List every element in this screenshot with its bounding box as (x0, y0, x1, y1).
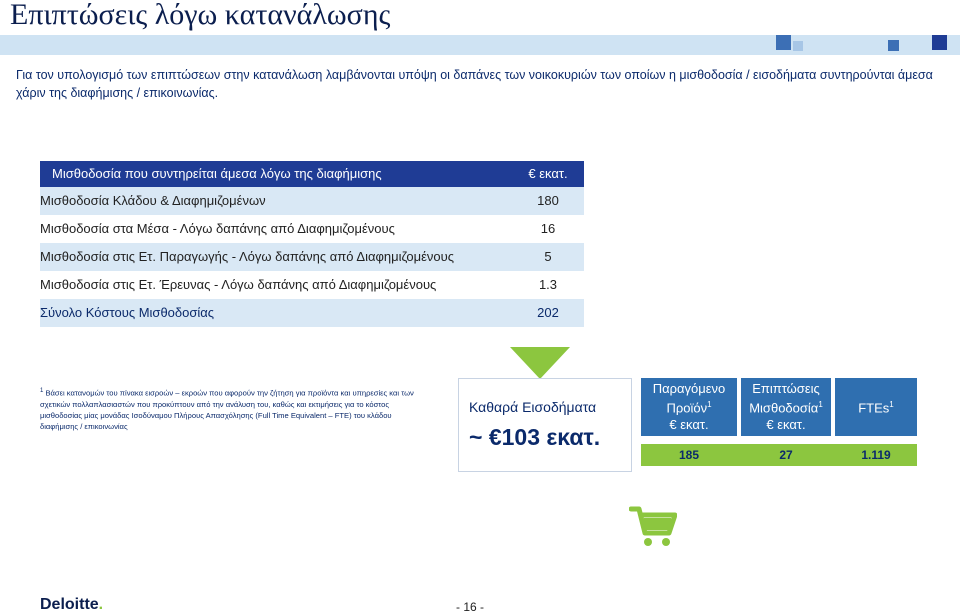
footnote-text: Βάσει κατανομών του πίνακα εισροών – εκροών που αφορούν την ζήτηση για προϊόντα και υπηρεσίες και των σχετικών πολλαπλασιαστών που προκύπτουν από την ανάλυση του, καθώς και εκτιμήσεις για το κόστος μισθοδοσίας μίας μονάδας Ισοδύναμου Πλήρους Απασχόλησης (Full Time Equivalent – FTE) του κλάδου διαφήμισης / επικοινωνίας (40, 388, 414, 431)
row-value: 5 (544, 249, 552, 264)
row-value: 16 (540, 221, 556, 236)
decor-square (888, 40, 899, 51)
table-header-unit: € εκατ. (528, 166, 568, 181)
kpi-header-line2: Μισθοδοσία (749, 400, 819, 416)
row-value: 1.3 (538, 277, 558, 292)
row-label: Μισθοδοσία στις Ετ. Έρευνας - Λόγω δαπάνης από Διαφημιζομένους (40, 277, 437, 292)
kpi-header-sup: 1 (889, 400, 894, 410)
kpi-header-line2: FTEs (858, 400, 890, 416)
kpi-value-output: 185 (678, 448, 700, 462)
net-income-label: Καθαρά Εισοδήματα (469, 399, 597, 415)
net-income-box (458, 378, 632, 472)
row-label: Μισθοδοσία Κλάδου & Διαφημιζομένων (40, 193, 266, 208)
table-row (40, 215, 584, 243)
row-label: Μισθοδοσία στα Μέσα - Λόγω δαπάνης από Διαφημιζομένους (40, 221, 395, 236)
shopping-cart-icon (629, 501, 677, 549)
kpi-value-ftes: 1.119 (861, 448, 891, 462)
table-header (40, 161, 584, 187)
page-number: - 16 - (456, 600, 485, 614)
intro-text: Για τον υπολογισμό των επιπτώσεων στην κατανάλωση λαμβάνονται υπόψη οι δαπάνες των νοικοκυριών των οποίων η μισθοδοσία / εισοδήματα συντηρούνται άμεσα χάριν της διαφήμισης / επικοινωνίας. (16, 68, 933, 100)
kpi-header-line3: € εκατ. (766, 416, 806, 432)
total-label: Σύνολο Κόστους Μισθοδοσίας (40, 305, 215, 320)
title-underline-bar (0, 35, 960, 55)
table-row (40, 271, 584, 299)
footnote-marker: 1 (40, 388, 44, 394)
page-title: Επιπτώσεις λόγω κατανάλωσης (10, 0, 391, 31)
kpi-header-output (641, 378, 737, 436)
logo-text: Deloitte (40, 596, 99, 613)
net-income-amount: ~ €103 εκατ. (469, 424, 601, 450)
decor-square (793, 41, 803, 51)
table-row (40, 187, 584, 215)
row-label: Μισθοδοσία στις Ετ. Παραγωγής - Λόγω δαπάνης από Διαφημιζομένους (40, 249, 455, 264)
down-arrow-icon (510, 347, 570, 379)
table-row (40, 243, 584, 271)
total-value: 202 (537, 305, 559, 320)
kpi-header-sup: 1 (707, 400, 712, 410)
table-header-label: Μισθοδοσία που συντηρείται άμεσα λόγω της διαφήμισης (52, 166, 382, 181)
payroll-table (40, 161, 584, 327)
kpi-value-payroll: 27 (779, 448, 793, 462)
kpi-header-line1: Παραγόμενο (652, 381, 726, 397)
decor-square (776, 35, 791, 50)
deloitte-logo (40, 596, 103, 614)
footnote (40, 386, 424, 432)
kpi-header-payroll (741, 378, 831, 436)
kpi-header-line1: Επιπτώσεις (752, 381, 820, 397)
table-total-row (40, 299, 584, 327)
kpi-header-line2: Προϊόν (666, 400, 708, 416)
logo-dot: . (98, 596, 104, 613)
decor-square (932, 35, 947, 50)
row-value: 180 (537, 193, 559, 208)
kpi-header-line3: € εκατ. (669, 416, 709, 432)
kpi-header-ftes (835, 378, 917, 436)
kpi-header-sup: 1 (818, 400, 823, 410)
